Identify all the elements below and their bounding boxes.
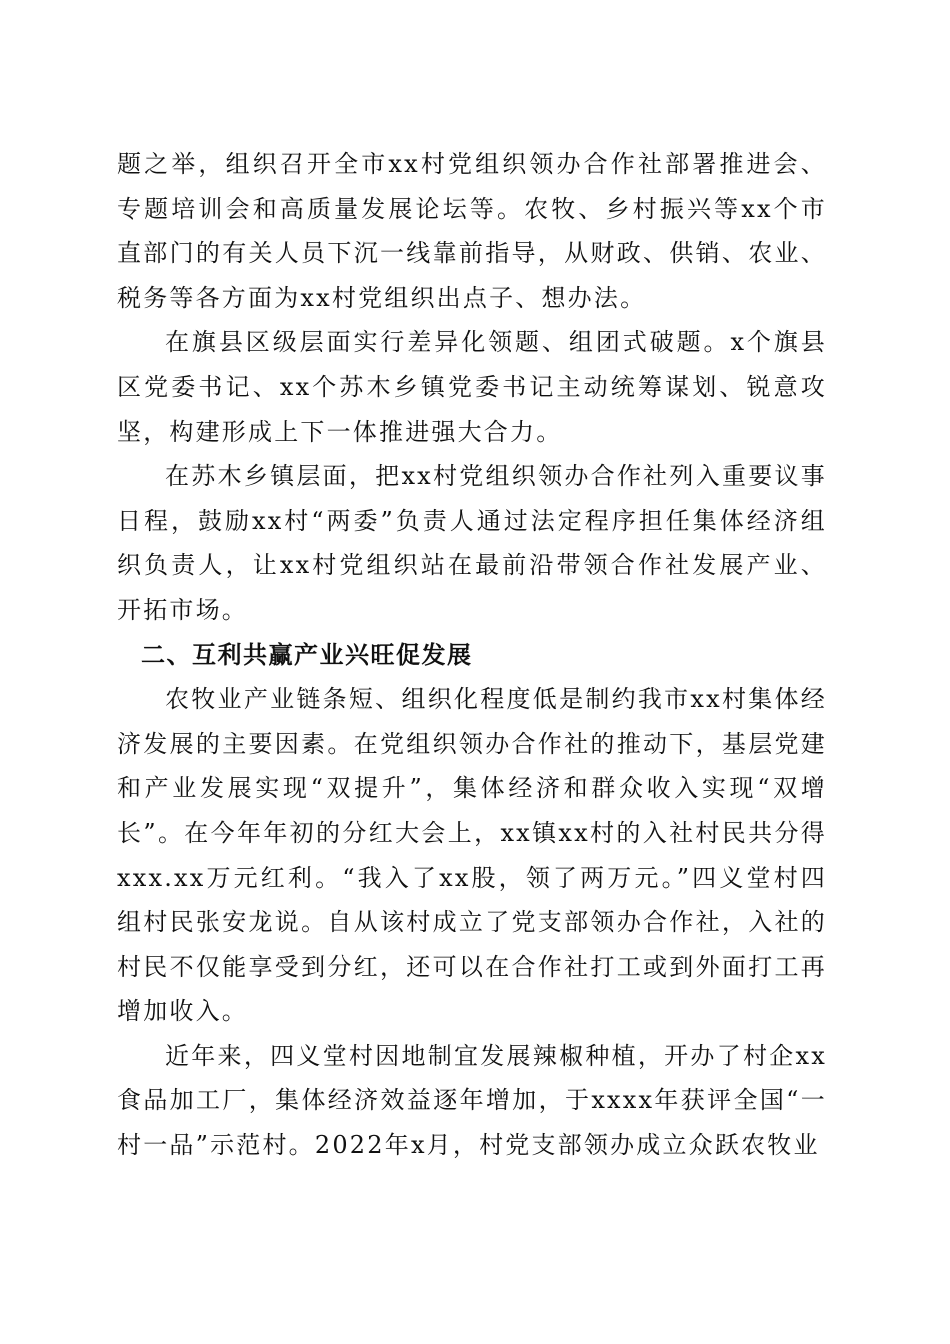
body-paragraph-4: 农牧业产业链条短、组织化程度低是制约我市xx村集体经济发展的主要因素。在党组织领办合作社的推动下，基层党建和产业发展实现“双提升”，集体经济和群众收入实现“双增长”。在今年年初的分红大会上，xx镇xx村的入社村民共分得xxx.xx万元红利。“我入了xx股，领了两万元。”四义堂村四组村民张安龙说。自从该村成立了党支部领办合作社，入社的村民不仅能享受到分红，还可以在合作社打工或到外面打工再增加收入。 xyxy=(117,685,827,1026)
body-paragraph-1: 题之举，组织召开全市xx村党组织领办合作社部署推进会、专题培训会和高质量发展论坛等。农牧、乡村振兴等xx个市直部门的有关人员下沉一线靠前指导，从财政、供销、农业、税务等各方面为xx村党组织出点子、想办法。 xyxy=(117,150,827,312)
section-heading-2: 二、互利共赢产业兴旺促发展 xyxy=(141,640,473,669)
body-paragraph-2: 在旗县区级层面实行差异化领题、组团式破题。x个旗县区党委书记、xx个苏木乡镇党委书记主动统筹谋划、锐意攻坚，构建形成上下一体推进强大合力。 xyxy=(117,328,827,446)
body-paragraph-5: 近年来，四义堂村因地制宜发展辣椒种植，开办了村企xx食品加工厂，集体经济效益逐年增加，于xxxx年获评全国“一村一品”示范村。2022年x月，村党支部领办成立众跃农牧业 xyxy=(117,1041,827,1160)
body-paragraph-3: 在苏木乡镇层面，把xx村党组织领办合作社列入重要议事日程，鼓励xx村“两委”负责人通过法定程序担任集体经济组织负责人，让xx村党组织站在最前沿带领合作社发展产业、开拓市场。 xyxy=(117,462,827,624)
document-body xyxy=(117,142,827,1168)
